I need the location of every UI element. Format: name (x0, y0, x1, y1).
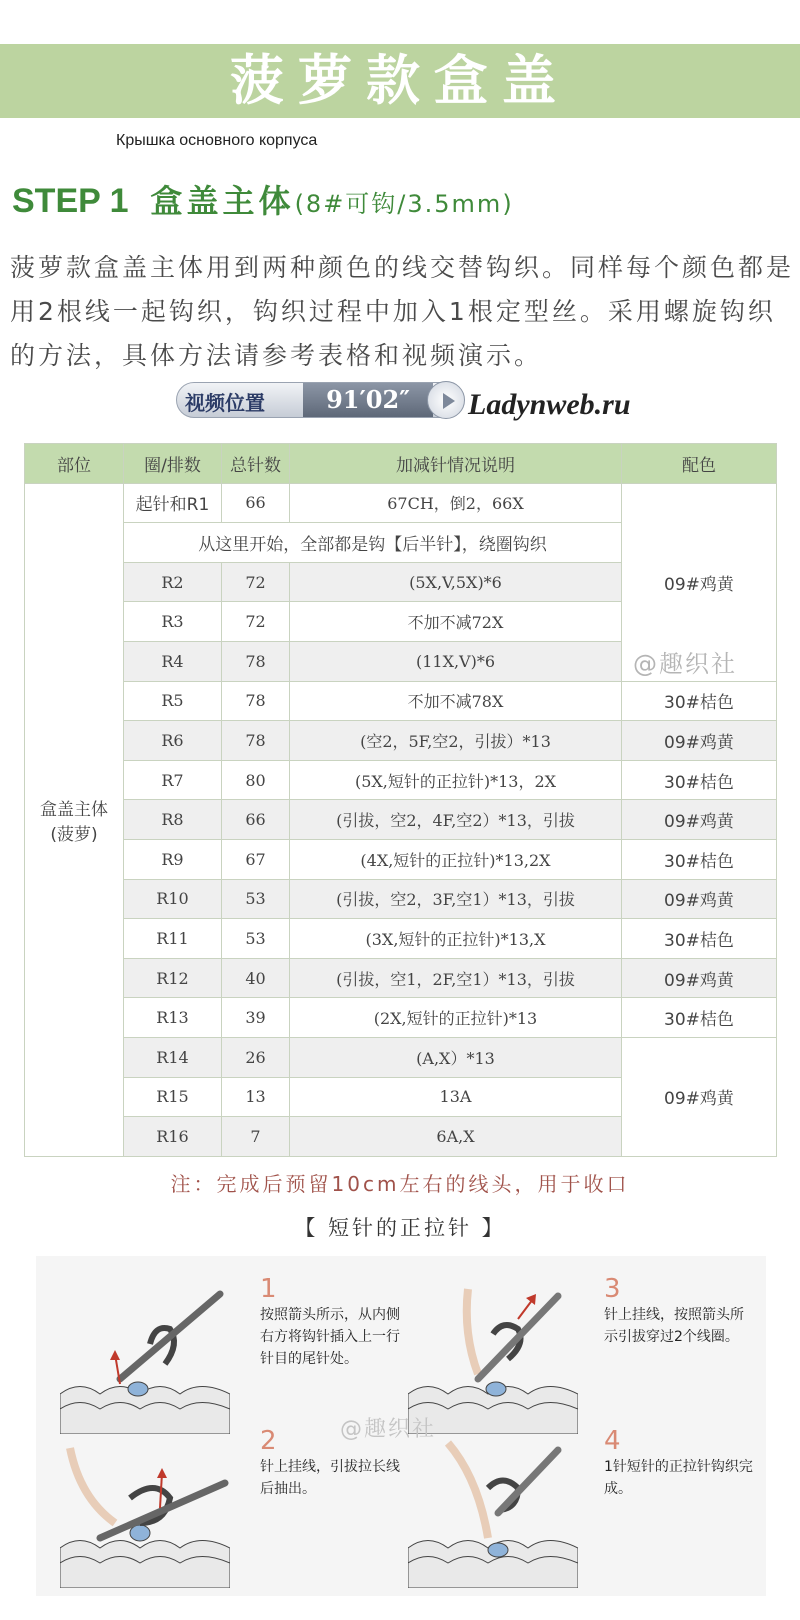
color-cell: 09#鸡黄 (622, 879, 777, 919)
color-cell: 30#桔色 (622, 760, 777, 800)
table-row (25, 681, 777, 721)
desc-cell: (空2，5F,空2，引拔）*13 (290, 721, 622, 761)
video-time: 91′02″ (303, 383, 433, 417)
step-1-illustration (60, 1284, 230, 1434)
round-cell: 起针和R1 (124, 483, 222, 523)
total-cell: 39 (222, 998, 290, 1038)
step-2-number: 2 (260, 1426, 277, 1456)
pattern-table (24, 443, 777, 1157)
table-header-row (25, 444, 777, 484)
total-cell: 80 (222, 760, 290, 800)
round-cell: R15 (124, 1077, 222, 1117)
part-sub: (菠萝) (50, 824, 98, 845)
table-row (25, 919, 777, 959)
header-total: 总针数 (222, 444, 290, 484)
total-cell: 66 (222, 483, 290, 523)
round-cell: R6 (124, 721, 222, 761)
color-cell: 09#鸡黄 (622, 721, 777, 761)
desc-cell: (11X,V)*6 (290, 641, 622, 681)
table-row (25, 721, 777, 761)
step-3-number: 3 (604, 1274, 621, 1304)
video-label: 视频位置 (185, 391, 265, 415)
total-cell: 40 (222, 958, 290, 998)
round-cell: R9 (124, 839, 222, 879)
intro-paragraph: 菠萝款盒盖主体用到两种颜色的线交替钩织。同样每个颜色都是用2根线一起钩织，钩织过程中加入1根定型丝。采用螺旋钩织的方法，具体方法请参考表格和视频演示。 (10, 253, 795, 370)
part-name: 盒盖主体 (40, 799, 108, 820)
round-cell: R7 (124, 760, 222, 800)
russian-subtitle: Крышка основного корпуса (116, 132, 318, 149)
total-cell: 78 (222, 681, 290, 721)
total-cell: 72 (222, 602, 290, 642)
step-1-text: 按照箭头所示，从内侧右方将钩针插入上一行针目的尾针处。 (260, 1307, 400, 1367)
step-heading (12, 176, 514, 224)
table-row (25, 998, 777, 1038)
desc-cell: (4X,短针的正拉针)*13,2X (290, 839, 622, 879)
part-cell (25, 483, 124, 1156)
table-row (25, 483, 777, 523)
desc-cell: (2X,短针的正拉针)*13 (290, 998, 622, 1038)
desc-cell: (3X,短针的正拉针)*13,X (290, 919, 622, 959)
page-title: 菠萝款盒盖 (230, 49, 570, 112)
color-cell: 09#鸡黄 (622, 483, 777, 681)
desc-cell: 13A (290, 1077, 622, 1117)
total-cell: 13 (222, 1077, 290, 1117)
step-4-text: 1针短针的正拉针钩织完成。 (604, 1459, 753, 1497)
desc-cell: (引拔，空2，3F,空1）*13，引拔 (290, 879, 622, 919)
table-row (25, 958, 777, 998)
color-cell: 30#桔色 (622, 681, 777, 721)
header-desc: 加减针情况说明 (290, 444, 622, 484)
total-cell: 78 (222, 721, 290, 761)
play-icon[interactable] (427, 381, 465, 419)
round-cell: R10 (124, 879, 222, 919)
table-row (25, 800, 777, 840)
hook-size: (8#可钩/3.5mm) (294, 190, 514, 218)
round-cell: R5 (124, 681, 222, 721)
round-cell: R14 (124, 1037, 222, 1077)
total-cell: 78 (222, 641, 290, 681)
watermark-2: @趣织社 (340, 1417, 437, 1442)
watermark: @趣织社 (633, 644, 737, 679)
desc-cell: 不加不减78X (290, 681, 622, 721)
header-round: 圈/排数 (124, 444, 222, 484)
desc-cell: 67CH，倒2，66X (290, 483, 622, 523)
step-title: 盒盖主体 (150, 182, 295, 220)
total-cell: 7 (222, 1117, 290, 1157)
video-position-badge[interactable] (176, 382, 460, 418)
desc-cell: (引拔，空1，2F,空1）*13，引拔 (290, 958, 622, 998)
desc-cell: (引拔，空2，4F,空2）*13，引拔 (290, 800, 622, 840)
step-1-number: 1 (260, 1274, 277, 1304)
header-color: 配色 (622, 444, 777, 484)
step-4-illustration (408, 1438, 578, 1588)
header-part: 部位 (25, 444, 124, 484)
round-cell: R13 (124, 998, 222, 1038)
table-row (25, 879, 777, 919)
round-cell: R12 (124, 958, 222, 998)
total-cell: 72 (222, 562, 290, 602)
site-watermark: Ladynweb.ru (468, 388, 631, 421)
color-cell: 09#鸡黄 (622, 1037, 777, 1156)
desc-cell: (5X,短针的正拉针)*13，2X (290, 760, 622, 800)
total-cell: 53 (222, 919, 290, 959)
desc-cell: 6A,X (290, 1117, 622, 1157)
round-cell: R4 (124, 641, 222, 681)
total-cell: 67 (222, 839, 290, 879)
round-cell: R2 (124, 562, 222, 602)
table-row (25, 1037, 777, 1077)
footnote: 注：完成后预留10cm左右的线头，用于收口 (170, 1172, 630, 1196)
round-cell: R16 (124, 1117, 222, 1157)
total-cell: 26 (222, 1037, 290, 1077)
total-cell: 66 (222, 800, 290, 840)
round-cell: R11 (124, 919, 222, 959)
step-2-text: 针上挂线，引拔拉长线后抽出。 (260, 1459, 400, 1497)
desc-cell: (A,X）*13 (290, 1037, 622, 1077)
table-row (25, 760, 777, 800)
color-cell: 30#桔色 (622, 998, 777, 1038)
desc-cell: (5X,V,5X)*6 (290, 562, 622, 602)
step-4-number: 4 (604, 1426, 621, 1456)
step-2-illustration (60, 1438, 230, 1588)
step-label: STEP 1 (12, 182, 129, 220)
color-cell: 30#桔色 (622, 919, 777, 959)
diagram-title: 【 短针的正拉针 】 (294, 1216, 506, 1240)
color-cell: 09#鸡黄 (622, 958, 777, 998)
total-cell: 53 (222, 879, 290, 919)
color-cell: 09#鸡黄 (622, 800, 777, 840)
desc-cell: 不加不减72X (290, 602, 622, 642)
color-cell: 30#桔色 (622, 839, 777, 879)
round-cell: R3 (124, 602, 222, 642)
round-cell: R8 (124, 800, 222, 840)
step-3-text: 针上挂线，按照箭头所示引拔穿过2个线圈。 (604, 1307, 744, 1345)
table-row (25, 839, 777, 879)
table-note: 从这里开始，全部都是钩【后半针】，绕圈钩织 (124, 523, 622, 563)
